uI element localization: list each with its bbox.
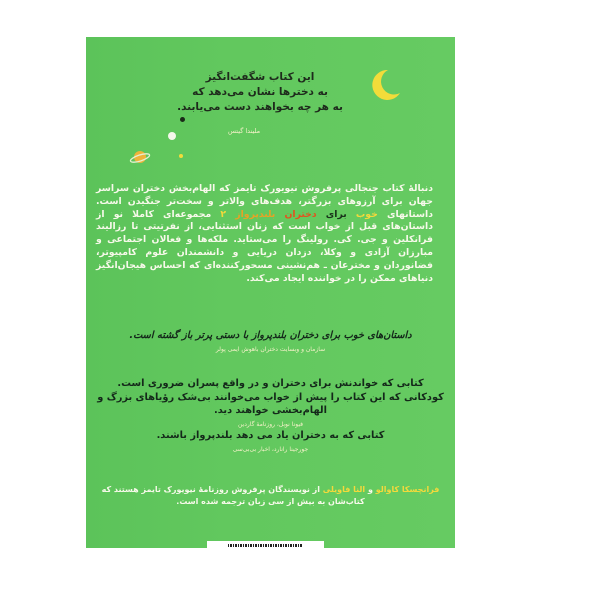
barcode [207, 541, 324, 548]
intro-line: به هر چه بخواهند دست می‌یابند. [177, 101, 343, 113]
crescent-moon-icon [366, 67, 402, 103]
quote-line: کتابی که خواندنش برای دختران و در واقع پسران ضروری است. [117, 378, 424, 389]
saturn-planet-icon [129, 149, 151, 165]
blurb-text: دنبالهٔ کتاب جنجالی پرفروش نیویورک تایمز که الهام‌بخش دختران سراسر جهان برای آرزوهای بزرگتر، هدف‌های والاتر و سخت‌تر جنگیدن است. داستانهای [96, 183, 433, 220]
review-quote [96, 329, 445, 353]
author-name: فرانچسکا کاوالو [375, 485, 440, 494]
conjunction: و [365, 485, 376, 494]
quote-text: کتابی که به دختران یاد می دهد بلندپرواز باشند. [156, 430, 385, 441]
blurb-paragraph [96, 183, 433, 285]
quote-text: داستان‌های خوب برای دختران بلندپرواز با دستی پرتر باز گشته است. [129, 330, 412, 341]
quote-line: الهام‌بخشی خواهند دید. [214, 405, 327, 416]
quote-source: جورجینا رانارد، اخبار بی‌بی‌سی [232, 445, 309, 453]
blurb-text: مجموعه‌ای کاملا نو از داستان‌های قبل از خواب است که زنان استثنایی، از نفرتیتی تا رزالیند فرانکلین و جی. کی. رولینگ را می‌ستاید. ملکه‌ها و فعالان اجتماعی و مبارزان آزادی و وکلا، دزدان دریایی و دانشمندان علوم کامپیوتر، فضانوردان و مخترعان ـ هم‌نشینی مسحورکننده‌ای که احساس هیجان‌انگیز دنیاهای ممکن را در خواننده ایجاد می‌کند. [96, 208, 433, 284]
highlight-word: خوب [355, 208, 378, 220]
review-quote [96, 377, 445, 428]
intro-line: به دخترها نشان می‌دهد که [192, 86, 328, 98]
highlight-number: ۲ [220, 208, 227, 220]
intro-line: این کتاب شگفت‌انگیز [205, 71, 315, 83]
book-back-cover [86, 37, 455, 548]
intro-author: ملیندا گیتس [228, 127, 261, 135]
quote-source: سازمان و وبسایت دختران باهوش ایمی پولر [215, 345, 326, 353]
intro-quote [160, 70, 360, 115]
highlight-word: بلندپرواز [226, 208, 285, 220]
yellow-star-dot-icon [179, 154, 183, 158]
quote-source: فیونا نوبل، روزنامهٔ گاردین [237, 420, 304, 428]
authors-note [94, 484, 447, 508]
dark-star-dot-icon [180, 117, 185, 122]
white-moon-dot-icon [168, 132, 176, 140]
authors-line [94, 484, 447, 496]
barcode-bars [228, 544, 303, 547]
quote-line: کودکانی که این کتاب را پیش از خواب می‌خوانند بی‌شک رؤیاهای بزرگ و [97, 391, 444, 403]
authors-text: از نویسندگان پرفروش روزنامهٔ نیویورک تایمز هستند که [101, 485, 323, 494]
highlight-word: برای [316, 208, 356, 220]
authors-line: کتاب‌شان به بیش از سی زبان ترجمه شده است. [176, 497, 365, 506]
highlight-word: دختران [284, 208, 317, 220]
author-name: النا فاویلی [322, 485, 366, 494]
review-quote [96, 429, 445, 453]
